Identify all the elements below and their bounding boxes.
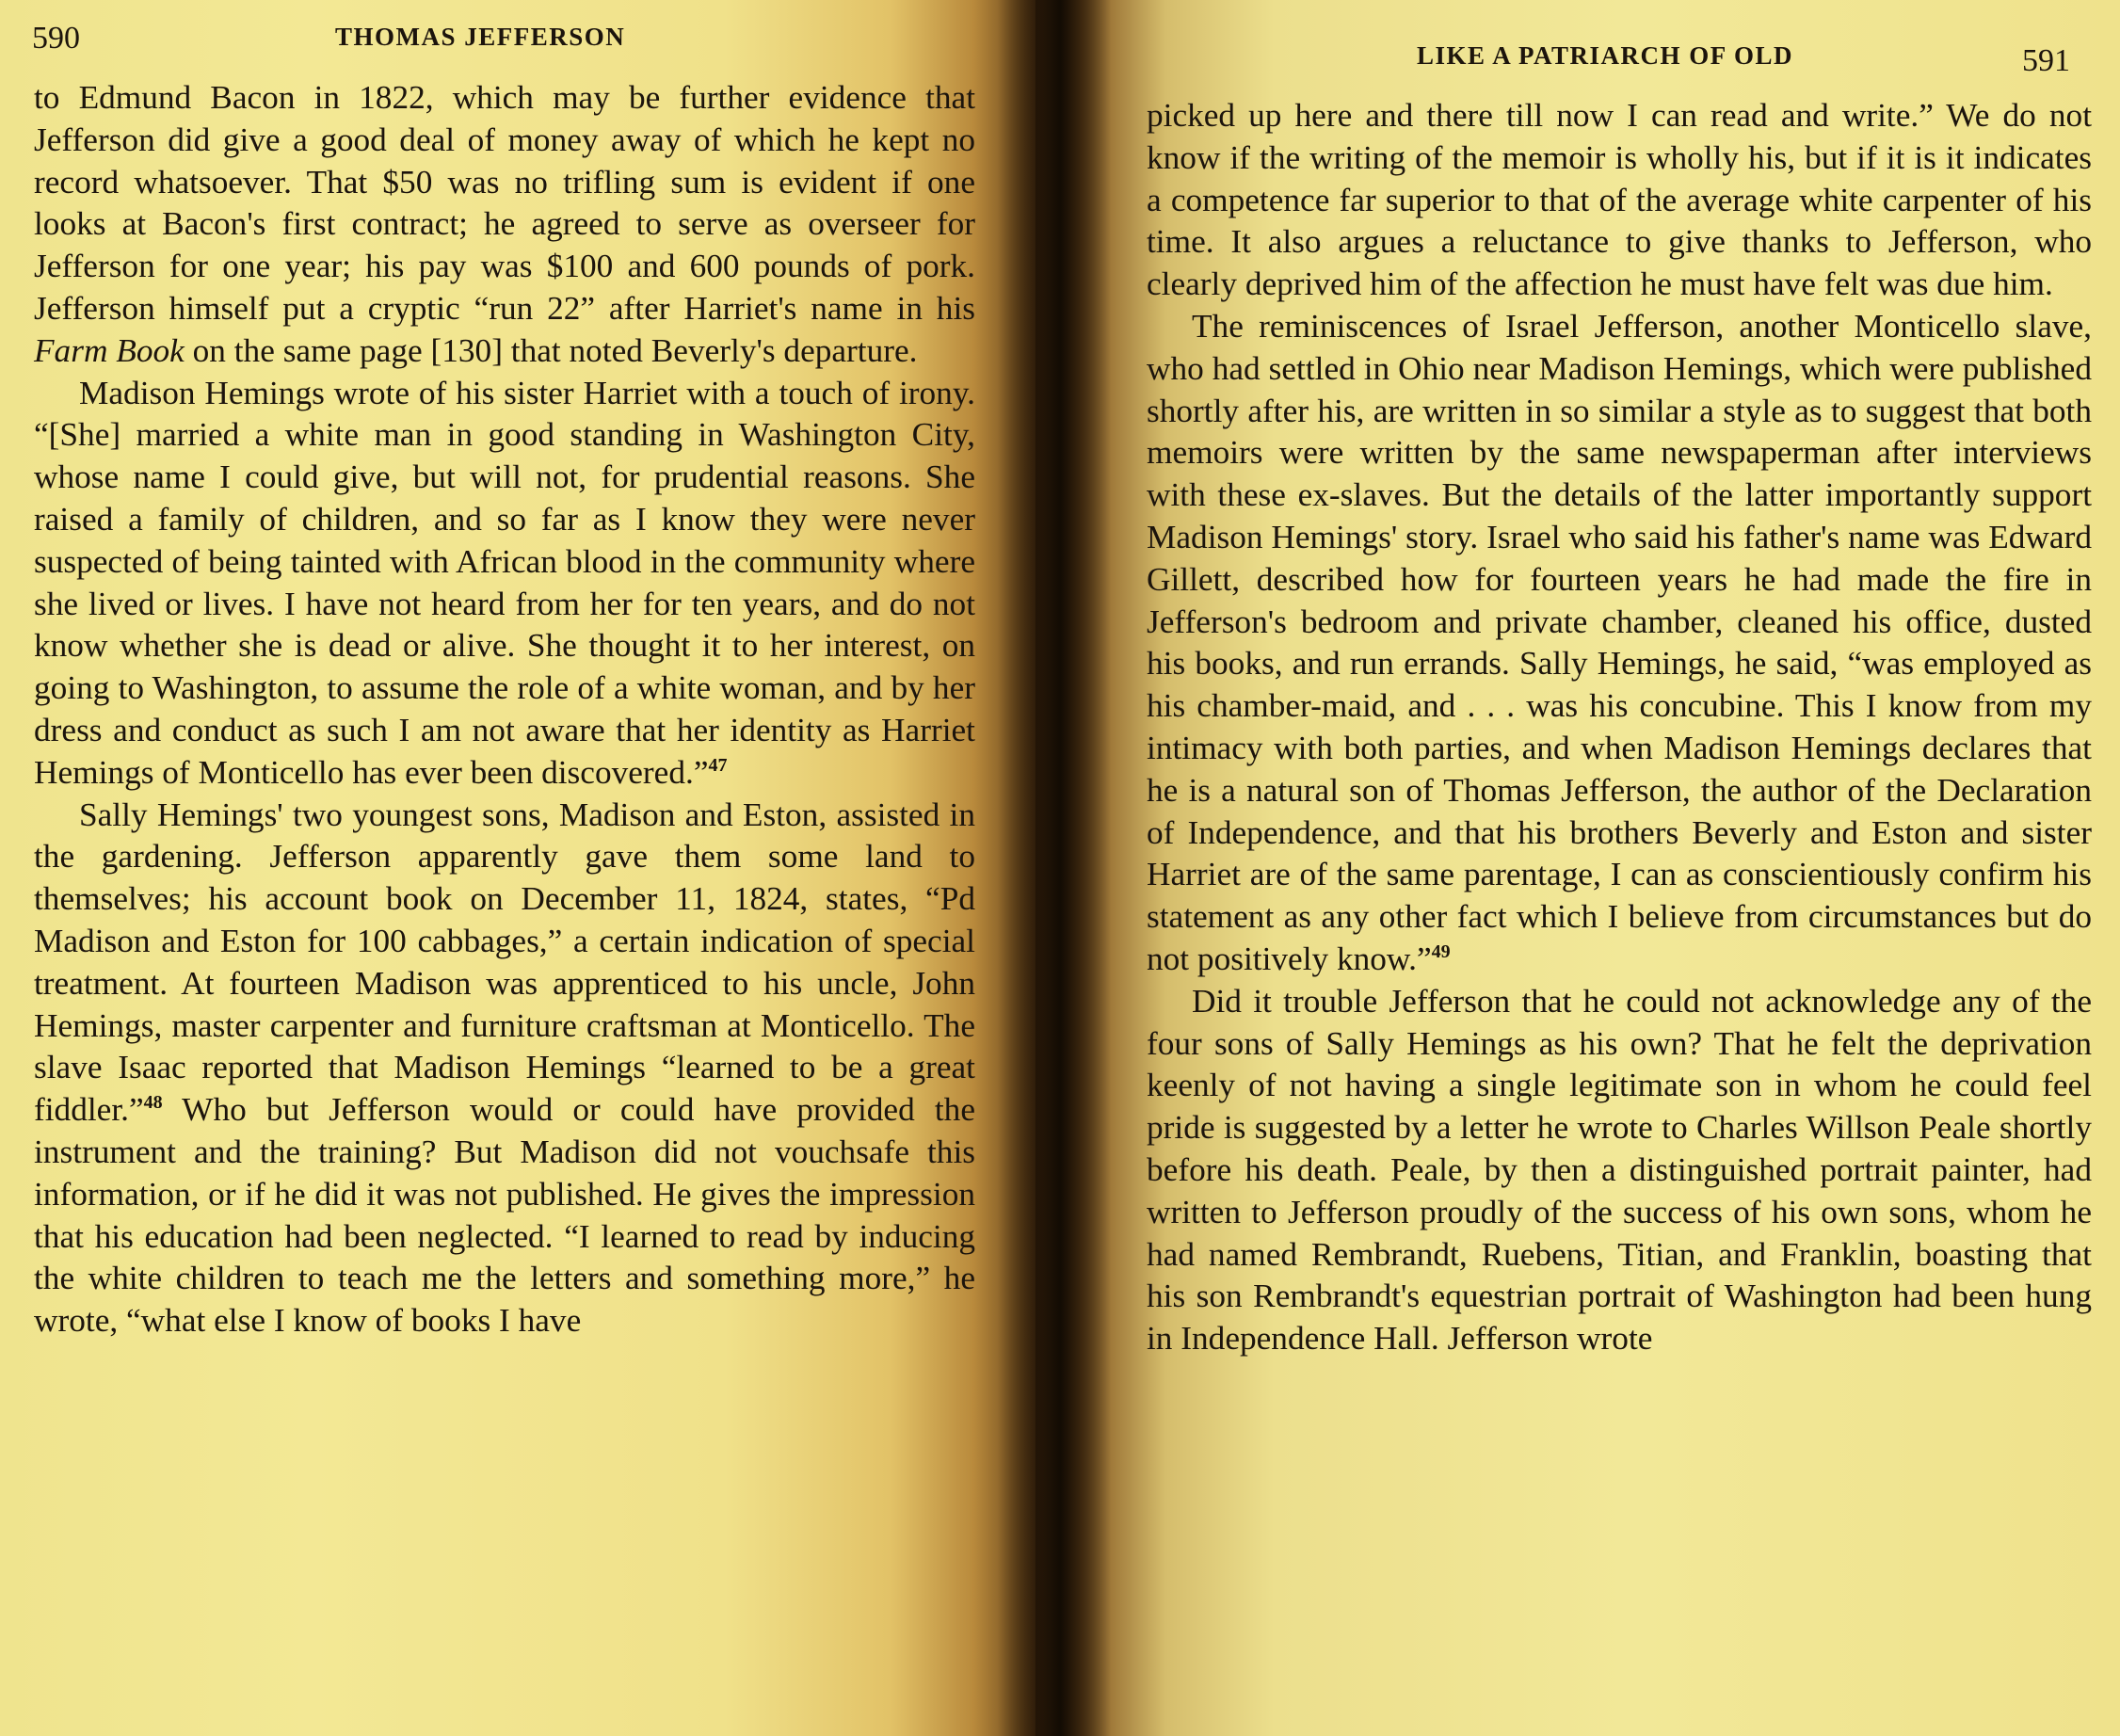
right-paragraph-2 xyxy=(1147,306,2092,981)
right-paragraph-1-text: picked up here and there till now I can read and write.” We do not know if the writing of the memoir is wholly his, but if it is it indicates a competence far superior to that of the average white carpenter of his time. It also argues a reluctance to give thanks to Jefferson, who clearly deprived him of the affection he must have felt was due him. xyxy=(1147,97,2092,303)
right-paragraph-2-text: The reminiscences of Israel Jefferson, another Monticello slave, who had settled in Ohio near Madison Hemings, which were published shortly after his, are written in so similar a style as to suggest that both memoirs were written by the same newspaperman after interviews with these ex-slaves. But the details of the latter importantly support Madison Hemings' story. Israel who said his father's name was Edward Gillett, described how for fourteen years he had made the fire in Jefferson's bedroom and private chamber, cleaned his office, dusted his books, and run errands. Sally Hemings, he said, “was employed as his chamber-maid, and . . . was his concubine. This I know from my intimacy with both parties, and when Madison Hemings declares that he is a natural son of Thomas Jefferson, the author of the Declaration of Independence, and that his brothers Beverly and Eston and sister Harriet are of the same parentage, I can as conscientiously confirm his statement as any other fact which I believe from circumstances but do not positively know.” xyxy=(1147,307,2092,977)
left-page-body xyxy=(34,77,975,1342)
left-paragraph-2-text: Madison Hemings wrote of his sister Harriet with a touch of irony. “[She] married a white man in good standing in Washington City, whose name I could give, but will not, for prudential reasons. She raised a family of children, and so far as I know they were never suspected of being tainted with African blood in the community where she lived or lives. I have not heard from her for ten years, and do not know whether she is dead or alive. She thought it to her interest, on going to Washington, to assume the role of a white woman, and by her dress and conduct as such I am not aware that her identity as Harriet Hemings of Monticello has ever been discovered.” xyxy=(34,374,975,791)
right-page-number: 591 xyxy=(2022,43,2070,78)
right-paragraph-3-text: Did it trouble Jefferson that he could not acknowledge any of the four sons of Sally Hemings as his own? That he felt the deprivation keenly of not having a single legitimate son in whom he could feel pride is suggested by a letter he wrote to Charles Willson Peale shortly before his death. Peale, by then a distinguished portrait painter, had written to Jefferson proudly of the success of his own sons, whom he had named Rembrandt, Ruebens, Titian, and Franklin, boasting that his son Rembrandt's equestrian portrait of Washington had been hung in Independence Hall. Jefferson wrote xyxy=(1147,982,2092,1358)
left-paragraph-3 xyxy=(34,795,975,1342)
left-page-number: 590 xyxy=(32,21,80,56)
left-page xyxy=(0,0,1036,1736)
right-paragraph-1 xyxy=(1147,95,2092,306)
left-paragraph-2 xyxy=(34,373,975,795)
footnote-ref-49: 49 xyxy=(1431,941,1451,963)
footnote-ref-47: 47 xyxy=(708,754,728,776)
left-paragraph-3-text: Sally Hemings' two youngest sons, Madison and Eston, assisted in the gardening. Jefferson apparently gave them some land to themselves; his account book on December 11, 1824, states, “Pd Madison and Eston for 100 cabbages,” a certain indication of special treatment. At fourteen Madison was apprenticed to his uncle, John Hemings, master carpenter and furniture craftsman at Monticello. The slave Isaac reported that Madison Hemings “learned to be a great fiddler.” xyxy=(34,796,975,1129)
footnote-ref-48: 48 xyxy=(143,1092,163,1114)
right-page xyxy=(1036,0,2120,1736)
right-running-head: LIKE A PATRIARCH OF OLD xyxy=(1417,41,1794,70)
left-paragraph-3-text-after: Who but Jefferson would or could have provided the instrument and the training? But Madison did not vouchsafe this information, or if he did it was not published. He gives the impression that his education had been neglected. “I learned to read by inducing the white children to teach me the letters and something more,” he wrote, “what else I know of books I have xyxy=(34,1091,975,1340)
left-paragraph-1-italic: Farm Book xyxy=(34,331,185,369)
left-running-head: THOMAS JEFFERSON xyxy=(335,23,626,51)
right-paragraph-3 xyxy=(1147,981,2092,1360)
right-page-body xyxy=(1147,95,2092,1360)
left-paragraph-1-text-after: on the same page [130] that noted Beverly's departure. xyxy=(184,331,918,369)
left-paragraph-1 xyxy=(34,77,975,373)
left-paragraph-1-text: to Edmund Bacon in 1822, which may be further evidence that Jefferson did give a good deal of money away of which he kept no record whatsoever. That $50 was no trifling sum is evident if one looks at Bacon's first contract; he agreed to serve as overseer for Jefferson for one year; his pay was $100 and 600 pounds of pork. Jefferson himself put a cryptic “run 22” after Harriet's name in his xyxy=(34,79,975,327)
